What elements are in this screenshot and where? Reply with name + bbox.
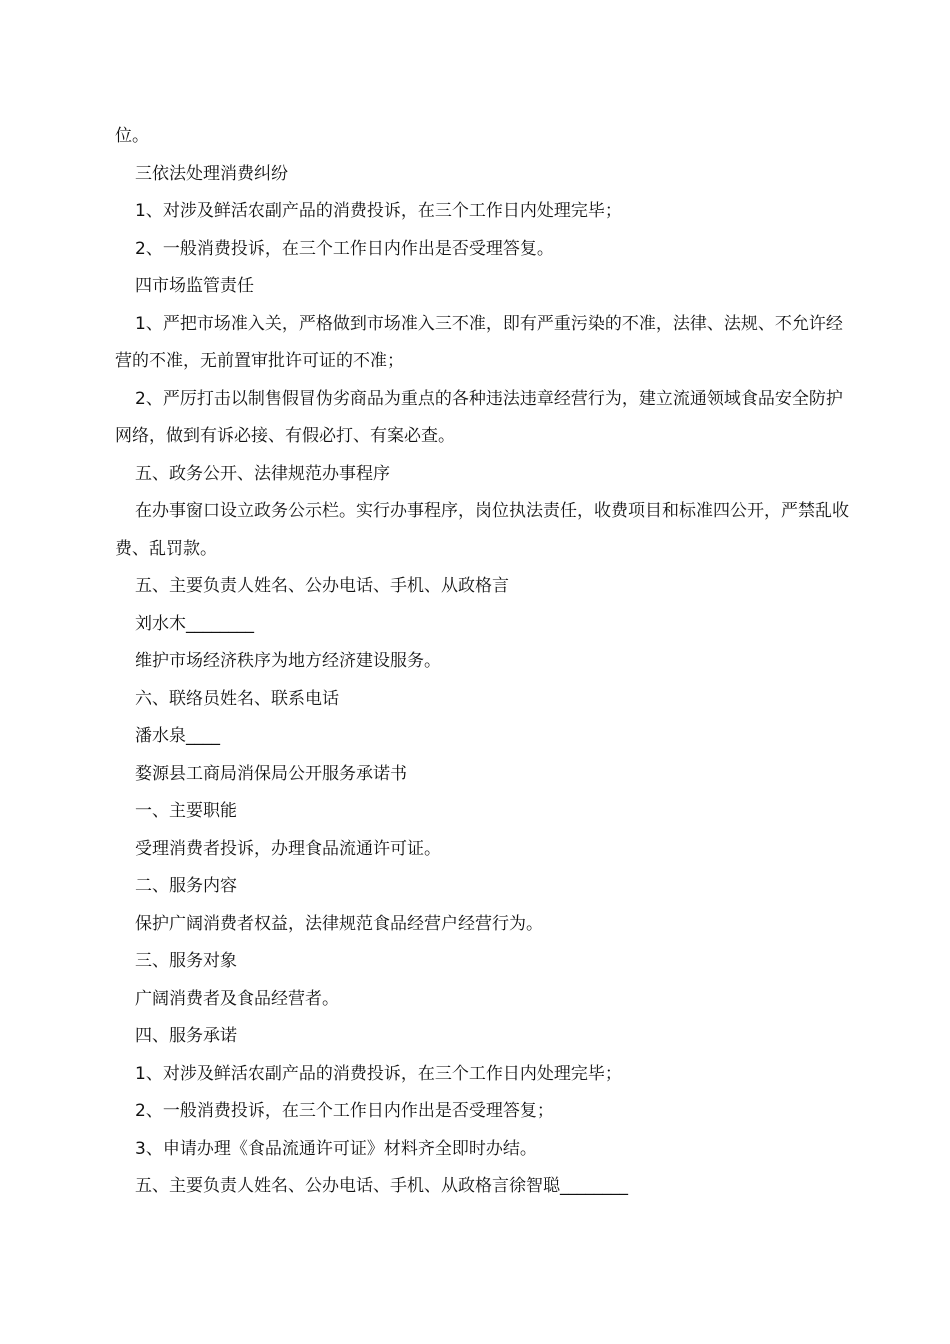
document-title: 婺源县工商局消保局公开服务承诺书 [135,763,407,784]
paragraph-continuation: 位。 [115,126,149,146]
list-item: 2、一般消费投诉，在三个工作日内作出是否受理答复。 [135,238,554,259]
section-heading: 五、主要负责人姓名、公办电话、手机、从政格言徐智聪________ [135,1176,628,1196]
section-heading: 四市场监管责任 [135,276,254,296]
list-item: 2、一般消费投诉，在三个工作日内作出是否受理答复； [135,1101,554,1121]
section-heading: 二、服务内容 [135,876,237,896]
section-heading: 一、主要职能 [135,801,237,821]
person-name: 刘水木________ [135,613,254,634]
list-item: 2、严厉打击以制售假冒伪劣商品为重点的各种违法违章经营行为，建立流通领域食品安全防护网络，做到有诉必接、有假必打、有案必查。 [115,388,843,446]
person-name: 潘水泉____ [135,726,220,746]
paragraph: 受理消费者投诉，办理食品流通许可证。 [135,838,441,859]
section-heading: 三、服务对象 [135,951,237,971]
document-body [115,118,850,1206]
section-heading: 六、联络员姓名、联系电话 [135,688,339,709]
paragraph: 在办事窗口设立政务公示栏。实行办事程序，岗位执法责任，收费项目和标准四公开，严禁乱收费、乱罚款。 [115,501,849,559]
list-item: 3、申请办理《食品流通许可证》材料齐全即时办结。 [135,1138,537,1159]
section-heading: 五、政务公开、法律规范办事程序 [135,463,390,484]
list-item: 1、严把市场准入关，严格做到市场准入三不准，即有严重污染的不准，法律、法规、不允许经营的不准，无前置审批许可证的不准； [115,313,843,371]
paragraph: 保护广阔消费者权益，法律规范食品经营户经营行为。 [135,913,543,934]
section-heading: 五、主要负责人姓名、公办电话、手机、从政格言 [135,576,509,596]
list-item: 1、对涉及鲜活农副产品的消费投诉，在三个工作日内处理完毕； [135,201,622,221]
list-item: 1、对涉及鲜活农副产品的消费投诉，在三个工作日内处理完毕； [135,1063,622,1084]
paragraph: 广阔消费者及食品经营者。 [135,988,339,1009]
section-heading: 三依法处理消费纠纷 [135,163,288,184]
motto: 维护市场经济秩序为地方经济建设服务。 [135,651,441,671]
section-heading: 四、服务承诺 [135,1026,237,1046]
